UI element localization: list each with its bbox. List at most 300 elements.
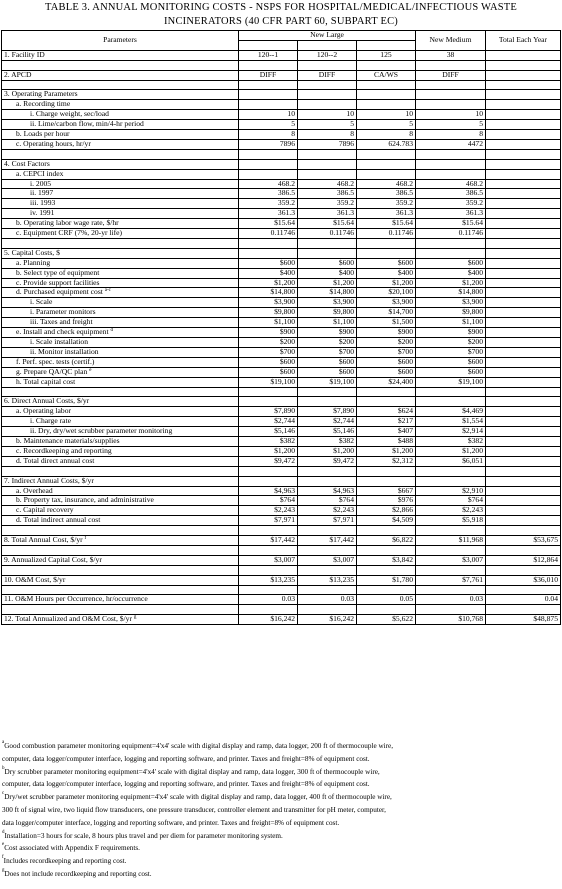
spacer-cell: [416, 80, 486, 90]
value-cell: DIFF: [239, 70, 298, 80]
value-cell: [486, 209, 561, 219]
value-cell: 10: [239, 110, 298, 120]
value-cell: $600: [298, 258, 357, 268]
value-cell: [486, 328, 561, 338]
value-cell: 5: [239, 120, 298, 130]
row-label-text: h. Total capital cost: [16, 377, 76, 386]
row-label-text: 11. O&M Hours per Occurrence, hr/occurrence: [4, 594, 148, 604]
footnote-line: [2, 855, 558, 868]
row-label-text: d. Total direct annual cost: [16, 456, 95, 465]
value-cell: [239, 169, 298, 179]
value-cell: $217: [357, 417, 416, 427]
value-cell: 468.2: [416, 179, 486, 189]
value-cell: $4,963: [239, 486, 298, 496]
row-label-text: 10. O&M Cost, $/yr: [4, 575, 66, 584]
spacer-cell: [2, 466, 239, 476]
value-cell: $600: [298, 367, 357, 377]
row-label: [2, 110, 239, 120]
spacer-row: [2, 149, 561, 159]
row-label: [2, 120, 239, 130]
row-label: [2, 288, 239, 298]
value-cell: $3,900: [298, 298, 357, 308]
value-cell: $382: [239, 437, 298, 447]
value-cell: 5: [416, 120, 486, 130]
value-cell: [486, 486, 561, 496]
value-cell: [486, 219, 561, 229]
row-label-text: d. Purchased equipment cost: [16, 287, 103, 297]
value-cell: 0.11746: [416, 229, 486, 239]
value-cell: $3,007: [416, 555, 486, 565]
value-cell: $7,761: [416, 575, 486, 585]
value-cell: [486, 169, 561, 179]
table-row: [2, 50, 561, 60]
value-cell: $600: [357, 367, 416, 377]
footnote-marker: f: [84, 536, 87, 542]
header-row: [2, 31, 561, 41]
table-row: [2, 209, 561, 219]
value-cell: $200: [298, 338, 357, 348]
row-label-text: b. Maintenance materials/supplies: [16, 436, 120, 446]
row-label: [2, 100, 239, 110]
row-label: [2, 555, 239, 565]
value-cell: $3,900: [357, 298, 416, 308]
table-row: [2, 288, 561, 298]
table-row: [2, 486, 561, 496]
value-cell: [486, 338, 561, 348]
row-label: [2, 229, 239, 239]
row-label-text: 8. Total Annual Cost, $/yr: [4, 535, 83, 545]
value-cell: $407: [357, 427, 416, 437]
table-row: [2, 357, 561, 367]
spacer-cell: [2, 238, 239, 248]
spacer-cell: [416, 526, 486, 536]
row-label: [2, 486, 239, 496]
table-row: [2, 367, 561, 377]
value-cell: $9,800: [298, 308, 357, 318]
row-label-text: i. Parameter monitors: [30, 307, 96, 317]
footnote-marker: g: [133, 615, 137, 621]
value-cell: $1,100: [416, 318, 486, 328]
spacer-cell: [239, 565, 298, 575]
row-label: [2, 506, 239, 516]
table-row: [2, 298, 561, 308]
spacer-cell: [298, 565, 357, 575]
value-cell: $3,900: [239, 298, 298, 308]
table-row: [2, 446, 561, 456]
row-label-text: a. Recording time: [16, 99, 71, 109]
table-row: [2, 179, 561, 189]
spacer-cell: [239, 605, 298, 615]
value-cell: [486, 229, 561, 239]
footnote-line: [2, 791, 558, 804]
value-cell: [486, 120, 561, 130]
row-label-text: b. Select type of equipment: [16, 268, 100, 277]
value-cell: 120--2: [298, 50, 357, 60]
value-cell: 0.04: [486, 595, 561, 605]
value-cell: [357, 100, 416, 110]
footnote-text: 300 ft of signal wire, two liquid flow transducers, one pressure transducer, controller element and transmitter for pH meter, computer,: [2, 805, 386, 814]
value-cell: $4,509: [357, 516, 416, 526]
value-cell: $5,918: [416, 516, 486, 526]
value-cell: [357, 169, 416, 179]
table-row: [2, 110, 561, 120]
value-cell: [486, 318, 561, 328]
row-label: [2, 318, 239, 328]
value-cell: $6,822: [357, 536, 416, 546]
spacer-cell: [486, 387, 561, 397]
value-cell: $12,864: [486, 555, 561, 565]
footnotes: [2, 740, 558, 881]
row-label-text: i. Charge weight, sec/load: [30, 109, 109, 119]
table-row: [2, 397, 561, 407]
value-cell: [357, 90, 416, 100]
value-cell: [486, 179, 561, 189]
row-label: [2, 357, 239, 367]
table-row: [2, 308, 561, 318]
value-cell: [486, 367, 561, 377]
value-cell: $7,890: [298, 407, 357, 417]
value-cell: [486, 50, 561, 60]
value-cell: [486, 130, 561, 140]
spacer-cell: [486, 466, 561, 476]
value-cell: 5: [298, 120, 357, 130]
value-cell: 359.2: [298, 199, 357, 209]
value-cell: $19,100: [416, 377, 486, 387]
value-cell: $5,146: [239, 427, 298, 437]
row-label-text: d. Total indirect annual cost: [16, 515, 101, 525]
footnote-text: computer, data logger/computer interface, logging and reporting software, and printer. Taxes and freight=8% of equipment cost.: [2, 780, 370, 789]
value-cell: $3,900: [416, 298, 486, 308]
row-label: [2, 407, 239, 417]
value-cell: 0.03: [416, 595, 486, 605]
footnote-line: [2, 753, 558, 766]
value-cell: $1,200: [357, 278, 416, 288]
footnote-text: Does not include recordkeeping and reporting cost.: [4, 869, 152, 878]
table-row: [2, 615, 561, 625]
value-cell: [239, 159, 298, 169]
value-cell: $600: [357, 258, 416, 268]
value-cell: [239, 90, 298, 100]
spacer-cell: [416, 238, 486, 248]
row-label-text: e. Install and check equipment: [16, 327, 109, 337]
value-cell: 125: [357, 50, 416, 60]
table-row: [2, 377, 561, 387]
spacer-row: [2, 466, 561, 476]
value-cell: $1,200: [298, 278, 357, 288]
spacer-cell: [486, 80, 561, 90]
value-cell: $764: [239, 496, 298, 506]
value-cell: $15.64: [357, 219, 416, 229]
spacer-cell: [357, 149, 416, 159]
table-body: [2, 50, 561, 624]
table-row: [2, 496, 561, 506]
value-cell: 359.2: [357, 199, 416, 209]
row-label-text: c. Capital recovery: [16, 505, 74, 515]
value-cell: $19,100: [239, 377, 298, 387]
value-cell: $19,100: [298, 377, 357, 387]
row-label: [2, 377, 239, 387]
spacer-cell: [298, 80, 357, 90]
row-label-text: iii. Taxes and freight: [30, 317, 93, 327]
value-cell: $17,442: [298, 536, 357, 546]
value-cell: [416, 476, 486, 486]
row-label-text: a. Planning: [16, 258, 51, 267]
table-row: [2, 268, 561, 278]
row-label: [2, 476, 239, 486]
row-label: [2, 347, 239, 357]
value-cell: [298, 248, 357, 258]
value-cell: 386.5: [298, 189, 357, 199]
spacer-row: [2, 238, 561, 248]
table-row: [2, 555, 561, 565]
table-row: [2, 90, 561, 100]
value-cell: [486, 278, 561, 288]
value-cell: 0.03: [298, 595, 357, 605]
row-label: [2, 456, 239, 466]
title-line-2: INCINERATORS (40 CFR PART 60, SUBPART EC): [163, 16, 399, 27]
row-label: [2, 258, 239, 268]
footnote-text: Dry/wet scrubber parameter monitoring equipment=4'x4' scale with digital display and ramp, data logger, 400 ft of thermocouple wire,: [4, 793, 392, 802]
value-cell: $600: [298, 357, 357, 367]
table-row: [2, 219, 561, 229]
value-cell: $14,800: [298, 288, 357, 298]
spacer-cell: [2, 149, 239, 159]
value-cell: [357, 159, 416, 169]
value-cell: $900: [416, 328, 486, 338]
value-cell: $5,146: [298, 427, 357, 437]
row-label: [2, 536, 239, 546]
value-cell: $7,971: [298, 516, 357, 526]
footnote-line: [2, 868, 558, 881]
row-label: [2, 169, 239, 179]
value-cell: 5: [357, 120, 416, 130]
value-cell: $14,800: [239, 288, 298, 298]
header-new-medium: New Medium: [416, 31, 486, 51]
spacer-cell: [298, 149, 357, 159]
value-cell: $400: [298, 268, 357, 278]
value-cell: $400: [357, 268, 416, 278]
table-row: [2, 476, 561, 486]
footnote-mark: d: [2, 829, 5, 835]
value-cell: $5,622: [357, 615, 416, 625]
value-cell: [357, 476, 416, 486]
table-row: [2, 229, 561, 239]
row-label-text: b. Loads per hour: [16, 129, 70, 139]
row-label: [2, 268, 239, 278]
row-label-text: g. Prepare QA/QC plan: [16, 367, 88, 376]
value-cell: [357, 248, 416, 258]
spacer-cell: [416, 585, 486, 595]
spacer-cell: [416, 546, 486, 556]
row-label: [2, 298, 239, 308]
value-cell: [239, 476, 298, 486]
value-cell: [486, 189, 561, 199]
value-cell: $600: [416, 367, 486, 377]
spacer-cell: [239, 238, 298, 248]
value-cell: $11,968: [416, 536, 486, 546]
row-label-text: 1. Facility ID: [4, 50, 45, 59]
value-cell: $17,442: [239, 536, 298, 546]
row-label: [2, 248, 239, 258]
value-cell: $900: [298, 328, 357, 338]
spacer-cell: [486, 546, 561, 556]
footnote-text: Installation=3 hours for scale, 8 hours plus travel and per diem for parameter monitoring system.: [4, 831, 283, 840]
table-row: [2, 516, 561, 526]
value-cell: 120--1: [239, 50, 298, 60]
spacer-cell: [2, 585, 239, 595]
value-cell: $900: [239, 328, 298, 338]
value-cell: [486, 506, 561, 516]
row-label-text: b. Property tax, insurance, and administrative: [16, 495, 154, 505]
value-cell: $14,700: [357, 308, 416, 318]
spacer-cell: [239, 387, 298, 397]
spacer-cell: [416, 605, 486, 615]
value-cell: $13,235: [239, 575, 298, 585]
value-cell: [486, 70, 561, 80]
table-row: [2, 506, 561, 516]
row-label-text: 9. Annualized Capital Cost, $/yr: [4, 555, 102, 564]
value-cell: $382: [416, 437, 486, 447]
value-cell: $600: [239, 367, 298, 377]
value-cell: [486, 357, 561, 367]
footnote-line: [2, 817, 558, 830]
value-cell: [416, 397, 486, 407]
value-cell: $1,200: [416, 278, 486, 288]
value-cell: $667: [357, 486, 416, 496]
spacer-cell: [298, 585, 357, 595]
spacer-cell: [357, 605, 416, 615]
value-cell: $1,780: [357, 575, 416, 585]
row-label-text: ii. Monitor installation: [30, 347, 99, 356]
value-cell: [239, 100, 298, 110]
cost-table: [1, 30, 561, 625]
value-cell: [486, 437, 561, 447]
header-total-each-year: Total Each Year: [486, 31, 561, 51]
table-row: [2, 595, 561, 605]
table-row: [2, 456, 561, 466]
value-cell: [486, 100, 561, 110]
spacer-cell: [416, 149, 486, 159]
value-cell: $1,500: [357, 318, 416, 328]
spacer-row: [2, 526, 561, 536]
value-cell: [486, 347, 561, 357]
spacer-cell: [486, 149, 561, 159]
spacer-cell: [239, 60, 298, 70]
value-cell: [239, 397, 298, 407]
value-cell: $3,842: [357, 555, 416, 565]
row-label: [2, 417, 239, 427]
spacer-cell: [416, 60, 486, 70]
value-cell: [486, 516, 561, 526]
value-cell: CA/WS: [357, 70, 416, 80]
spacer-cell: [2, 565, 239, 575]
value-cell: 7896: [298, 139, 357, 149]
footnote-marker: d: [110, 328, 113, 334]
row-label-text: c. Recordkeeping and reporting: [16, 446, 112, 455]
value-cell: 468.2: [357, 179, 416, 189]
value-cell: [416, 248, 486, 258]
row-label: [2, 130, 239, 140]
value-cell: $600: [239, 357, 298, 367]
spacer-cell: [2, 387, 239, 397]
value-cell: 4472: [416, 139, 486, 149]
table-row: [2, 248, 561, 258]
table-row: [2, 130, 561, 140]
value-cell: $2,866: [357, 506, 416, 516]
table-row: [2, 328, 561, 338]
spacer-cell: [239, 546, 298, 556]
footnote-text: computer, data logger/computer interface, logging and reporting software, and printer. Taxes and freight=8% of equipment cost.: [2, 754, 370, 763]
value-cell: $1,200: [239, 446, 298, 456]
value-cell: 386.5: [239, 189, 298, 199]
table-row: [2, 347, 561, 357]
value-cell: $200: [357, 338, 416, 348]
value-cell: $48,875: [486, 615, 561, 625]
value-cell: DIFF: [416, 70, 486, 80]
spacer-cell: [2, 60, 239, 70]
value-cell: [486, 407, 561, 417]
value-cell: [486, 377, 561, 387]
spacer-cell: [357, 526, 416, 536]
value-cell: 8: [357, 130, 416, 140]
table-title: [0, 0, 562, 29]
value-cell: $1,200: [298, 446, 357, 456]
value-cell: $976: [357, 496, 416, 506]
footnote-text: Includes recordkeeping and reporting cost.: [3, 857, 127, 866]
table-row: [2, 169, 561, 179]
row-label-text: 5. Capital Costs, $: [4, 248, 60, 257]
row-label-text: ii. Lime/carbon flow, min/4-hr period: [30, 119, 144, 129]
footnote-line: [2, 778, 558, 791]
spacer-cell: [416, 565, 486, 575]
value-cell: [486, 397, 561, 407]
value-cell: [416, 159, 486, 169]
row-label: [2, 308, 239, 318]
row-label-text: 2. APCD: [4, 70, 32, 79]
title-line-1: TABLE 3. ANNUAL MONITORING COSTS - NSPS FOR HOSPITAL/MEDICAL/INFECTIOUS WASTE: [44, 2, 518, 13]
spacer-cell: [357, 387, 416, 397]
footnote-mark: g: [2, 867, 5, 873]
value-cell: $1,200: [416, 446, 486, 456]
value-cell: $624: [357, 407, 416, 417]
value-cell: 624.783: [357, 139, 416, 149]
value-cell: $7,971: [239, 516, 298, 526]
row-label: [2, 278, 239, 288]
value-cell: $6,051: [416, 456, 486, 466]
value-cell: [239, 248, 298, 258]
row-label: [2, 189, 239, 199]
header-parameters: Parameters: [2, 31, 239, 51]
value-cell: DIFF: [298, 70, 357, 80]
row-label: [2, 179, 239, 189]
footnote-line: [2, 842, 558, 855]
value-cell: $2,744: [239, 417, 298, 427]
row-label: [2, 595, 239, 605]
row-label: [2, 338, 239, 348]
value-cell: [298, 100, 357, 110]
row-label: [2, 209, 239, 219]
value-cell: $3,007: [239, 555, 298, 565]
value-cell: $16,242: [239, 615, 298, 625]
value-cell: 7896: [239, 139, 298, 149]
footnote-mark: a: [2, 740, 5, 745]
value-cell: [486, 427, 561, 437]
row-label: [2, 367, 239, 377]
spacer-row: [2, 387, 561, 397]
row-label: [2, 437, 239, 447]
spacer-cell: [357, 60, 416, 70]
value-cell: $200: [416, 338, 486, 348]
